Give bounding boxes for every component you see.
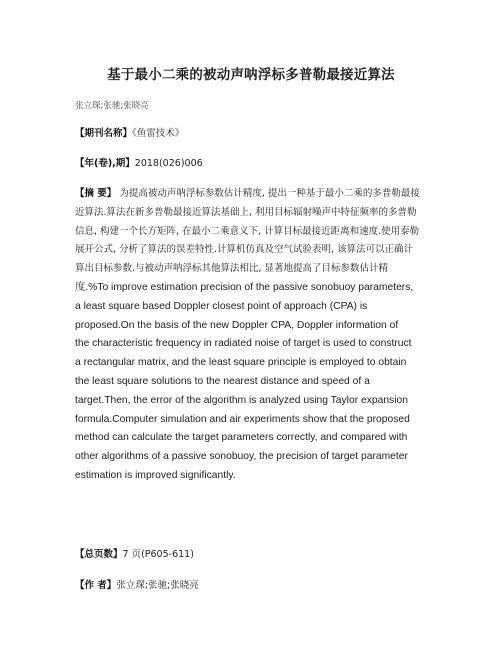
abstract-line: method can calculate the target parameters correctly, and compared with <box>75 432 408 444</box>
total-pages-field <box>75 546 194 560</box>
document-title: 基于最小二乘的被动声呐浮标多普勒最接近算法 <box>107 67 395 83</box>
authors-value: 张立琛;张驰;张晓亮 <box>116 580 199 591</box>
abstract-line: 展开公式, 分析了算法的误差特性.计算机仿真及空气试验表明, 该算法可以正确计 <box>75 244 414 256</box>
authors-field <box>75 577 199 591</box>
abstract-line: formula.Computer simulation and air experiments show that the proposed <box>75 413 410 425</box>
year-volume-issue-field <box>75 155 203 169</box>
abstract-label: 【摘 要】 <box>75 188 117 199</box>
year-volume-issue-value: 2018(026)006 <box>134 158 203 169</box>
authors-label: 【作 者】 <box>75 580 117 591</box>
total-pages-label: 【总页数】 <box>75 549 123 560</box>
total-pages-value: 7 页(P605-611) <box>122 549 194 560</box>
abstract-line: the characteristic frequency in radiated noise of target is used to construct <box>75 338 412 350</box>
journal-label: 【期刊名称】 <box>75 128 133 139</box>
abstract-block <box>75 185 445 486</box>
abstract-line: 近算法.算法在新多普勒最接近算法基础上, 利用目标辐射噪声中特征频率的多普勒 <box>75 206 417 218</box>
journal-value: 《鱼雷技术》 <box>132 128 185 139</box>
abstract-line: other algorithms of a passive sonobuoy, the precision of target parameter <box>75 451 408 463</box>
journal-field <box>75 125 184 139</box>
abstract-line: proposed.On the basis of the new Doppler CPA, Doppler information of <box>75 319 399 331</box>
abstract-line: the least square solutions to the nearest distance and speed of a <box>75 375 370 387</box>
abstract-line: target.Then, the error of the algorithm is analyzed using Taylor expansion <box>75 394 408 406</box>
abstract-line: 【摘 要】 为提高被动声呐浮标参数估计精度, 提出一种基于最小二乘的多普勒最接 <box>75 188 420 199</box>
abstract-line: 算出目标参数.与被动声呐浮标其他算法相比, 显著地提高了目标参数估计精 <box>75 263 389 275</box>
year-volume-issue-label: 【年(卷),期】 <box>75 158 135 169</box>
abstract-line: a least square based Doppler closest point of approach (CPA) is <box>75 300 368 312</box>
abstract-line: estimation is improved significantly. <box>75 469 236 481</box>
abstract-line: a rectangular matrix, and the least square principle is employed to obtain <box>75 357 407 369</box>
abstract-line: 度.%To improve estimation precision of the passive sonobuoy parameters, <box>75 281 414 293</box>
abstract-line: 信息, 构建一个长方矩阵, 在最小二乘意义下, 计算目标最接近距离和速度.使用泰勒 <box>75 225 420 237</box>
authors-line: 张立琛;张驰;张晓亮 <box>75 101 149 111</box>
